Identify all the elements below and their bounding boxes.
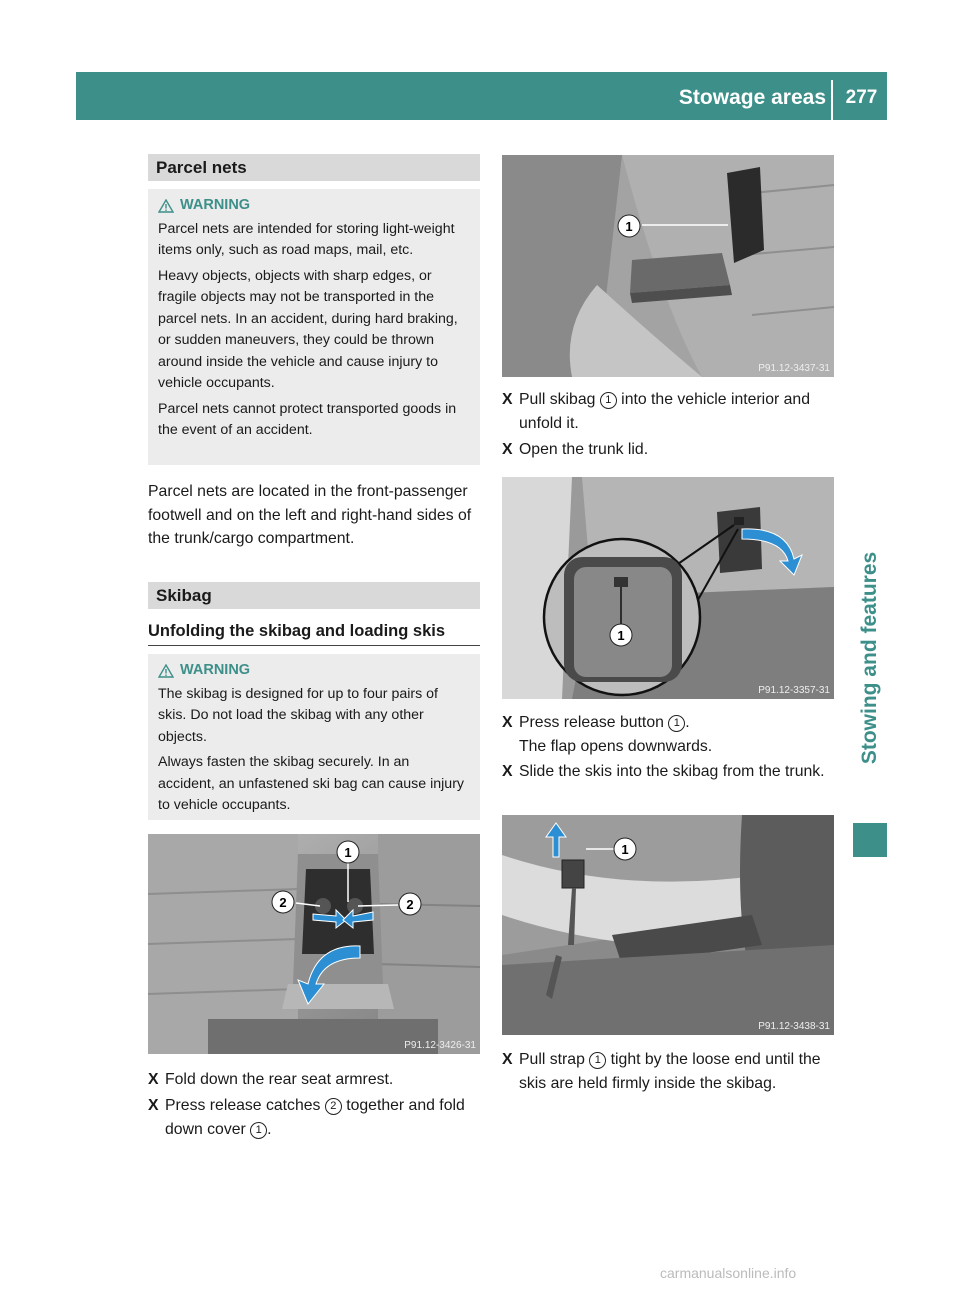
warning-text: Always fasten the skibag securely. In an accident, an unfastened ski bag can cause injury to vehicle occupants. bbox=[158, 754, 465, 813]
figure-skibag-interior bbox=[502, 155, 834, 377]
section-heading-skibag: Skibag bbox=[148, 582, 480, 609]
step-fold-armrest: X Fold down the rear seat armrest. bbox=[148, 1071, 394, 1088]
step-slide-skis: X Slide the skis into the skibag from the trunk. bbox=[502, 763, 825, 780]
warning-text: Parcel nets are intended for storing light-weight items only, such as road maps, mail, etc. bbox=[158, 220, 455, 258]
step-result: The flap opens downwards. bbox=[519, 737, 713, 755]
warning-title: WARNING bbox=[158, 195, 470, 217]
parcel-nets-body: Parcel nets are located in the front-passenger footwell and on the left and right-hand sides of the trunk/cargo compartment. bbox=[148, 483, 472, 547]
callout-1: 1 bbox=[344, 845, 352, 860]
header-divider bbox=[831, 80, 833, 120]
warning-text: Parcel nets cannot protect transported goods in the event of an accident. bbox=[158, 400, 457, 438]
page-header bbox=[76, 72, 887, 120]
page-number: 277 bbox=[845, 87, 878, 108]
step-open-trunk: X Open the trunk lid. bbox=[502, 441, 649, 458]
warning-box-parcel-nets bbox=[148, 189, 480, 465]
figure-caption: P91.12-3438-31 bbox=[758, 1021, 830, 1032]
subheading-unfolding: Unfolding the skibag and loading skis bbox=[148, 622, 480, 646]
callout-1: 1 bbox=[617, 628, 625, 643]
trunk-release-illustration bbox=[502, 477, 834, 699]
figure-caption: P91.12-3426-31 bbox=[404, 1040, 476, 1051]
callout-1: 1 bbox=[625, 219, 633, 234]
step-press-catches: X Press release catches 2 together and fold down cover 1 . bbox=[148, 1097, 465, 1138]
step-press-release-button: X Press release button 1 . The flap opens downwards. bbox=[502, 714, 713, 755]
armrest-illustration bbox=[148, 834, 480, 1054]
figure-caption: P91.12-3357-31 bbox=[758, 685, 830, 696]
step-pull-skibag: X Pull skibag 1 into the vehicle interior and unfold it. bbox=[502, 391, 810, 432]
warning-text: The skibag is designed for up to four pairs of skis. Do not load the skibag with any other objects. bbox=[158, 685, 438, 745]
warning-triangle-icon bbox=[158, 199, 174, 213]
section-heading-parcel-nets: Parcel nets bbox=[148, 154, 480, 181]
figure-trunk-release bbox=[502, 477, 834, 699]
figure-skibag-strap bbox=[502, 815, 834, 1035]
warning-text: Heavy objects, objects with sharp edges, or fragile objects may not be transported in the parcel nets. In an accident, during hard braking, or sudden maneuvers, they could be thrown around inside the vehicle and cause injury to vehicle occupants. bbox=[158, 267, 458, 391]
figure-armrest bbox=[148, 834, 480, 1054]
skibag-interior-illustration bbox=[502, 155, 834, 377]
warning-triangle-icon bbox=[158, 664, 174, 678]
side-tab-marker bbox=[853, 823, 887, 857]
step-pull-strap: X Pull strap 1 tight by the loose end until the skis are held firmly inside the skibag. bbox=[502, 1051, 821, 1092]
figure-caption: P91.12-3437-31 bbox=[758, 363, 830, 374]
side-tab-label: Stowing and features bbox=[858, 551, 881, 765]
header-title: Stowage areas bbox=[678, 86, 826, 109]
callout-1: 1 bbox=[621, 842, 629, 857]
skibag-strap-illustration bbox=[502, 815, 834, 1035]
callout-2: 2 bbox=[406, 897, 414, 912]
callout-2: 2 bbox=[279, 895, 287, 910]
warning-box-skibag bbox=[148, 654, 480, 820]
watermark: carmanualsonline.info bbox=[660, 1265, 797, 1281]
warning-title: WARNING bbox=[158, 660, 470, 682]
